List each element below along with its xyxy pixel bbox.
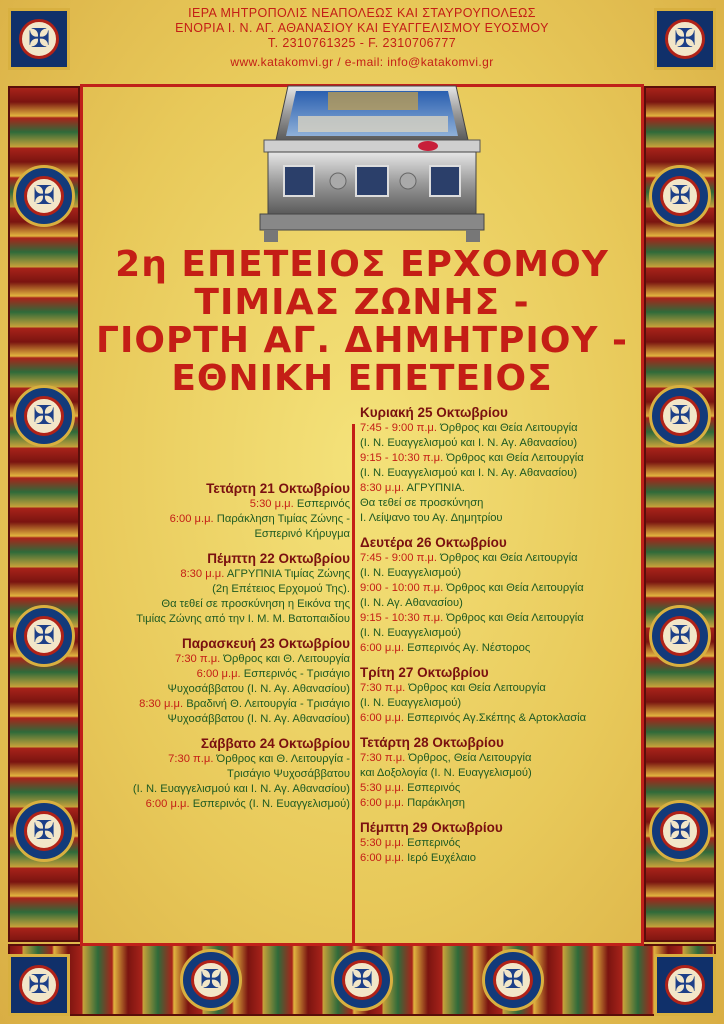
service-line (96, 582, 350, 597)
service-line (360, 641, 642, 656)
service-description: Βραδινή Θ. Λειτουργία - Τρισάγιο (186, 698, 350, 710)
service-line (96, 612, 350, 627)
event-title (86, 246, 638, 398)
service-time: 5:30 μ.μ. (360, 837, 404, 849)
service-description: (Ι. Ν. Ευαγγελισμού) (360, 697, 462, 709)
service-entry (360, 611, 642, 641)
service-description: Εσπερινός - Τρισάγιο (243, 668, 350, 680)
cross-medallion-icon: ✠ (13, 605, 75, 667)
service-description: Εσπερινός (407, 782, 461, 794)
service-entry (360, 681, 642, 711)
service-line (360, 566, 642, 581)
service-description: Όρθρος και Θεία Λειτουργία (446, 452, 584, 464)
service-entry (360, 751, 642, 781)
title-line: ΓΙΟΡΤΗ ΑΓ. ΔΗΜΗΤΡΙΟΥ - (96, 320, 628, 361)
service-description: Θα τεθεί σε προσκύνηση (360, 497, 484, 509)
service-line (360, 766, 642, 781)
service-description: Όρθρος και Θεία Λειτουργία (440, 552, 578, 564)
cross-medallion-icon: ✠ (649, 605, 711, 667)
service-line (96, 782, 350, 797)
service-description: Εσπερινός (Ι. Ν. Ευαγγελισμού) (192, 798, 350, 810)
service-description: (Ι. Ν. Ευαγγελισμού) (360, 627, 462, 639)
day-heading: Τετάρτη 21 Οκτωβρίου (206, 481, 350, 496)
service-entry (96, 652, 350, 667)
service-description: Εσπερινός (296, 498, 350, 510)
service-description: (Ι. Ν. Ευαγγελισμού και Ι. Ν. Αγ. Αθανασίου) (360, 467, 578, 479)
service-description: Εσπερινό Κήρυγμα (254, 528, 350, 540)
service-description: και Δοξολογία (Ι. Ν. Ευαγγελισμού) (360, 767, 532, 779)
service-time: 7:30 π.μ. (360, 682, 406, 694)
service-line (360, 551, 642, 566)
service-entry (360, 481, 642, 526)
schedule-day (96, 550, 350, 627)
service-description: Τρισάγιο Ψυχοσάββατου (226, 768, 350, 780)
service-line (360, 496, 642, 511)
service-line (360, 596, 642, 611)
service-line (360, 626, 642, 641)
service-time: 8:30 μ.μ. (139, 698, 184, 710)
metropolis-name: ΙΕΡΑ ΜΗΤΡΟΠΟΛΙΣ ΝΕΑΠΟΛΕΩΣ ΚΑΙ ΣΤΑΥΡΟΥΠΟΛΕΩΣ (188, 6, 536, 20)
service-line (96, 797, 350, 812)
service-description: (Ι. Ν. Ευαγγελισμού και Ι. Ν. Αγ. Αθανασίου) (360, 437, 578, 449)
service-time: 9:15 - 10:30 π.μ. (360, 452, 444, 464)
service-line (360, 781, 642, 796)
schedule-left-column (96, 480, 350, 820)
service-time: 7:45 - 9:00 π.μ. (360, 552, 437, 564)
service-entry (360, 781, 642, 796)
service-time: 9:15 - 10:30 π.μ. (360, 612, 444, 624)
service-line (360, 466, 642, 481)
service-time: 6:00 μ.μ. (360, 712, 404, 724)
cross-medallion-icon: ✠ (13, 800, 75, 862)
service-line (360, 851, 642, 866)
service-line (360, 611, 642, 626)
cross-medallion-icon: ✠ (654, 954, 716, 1016)
schedule-day (96, 635, 350, 727)
day-heading: Πέμπτη 29 Οκτωβρίου (360, 820, 503, 835)
service-line (360, 451, 642, 466)
service-line (96, 652, 350, 667)
service-description: (Ι. Ν. Ευαγγελισμού) (360, 567, 462, 579)
service-line (360, 681, 642, 696)
schedule-day (360, 534, 642, 656)
service-entry (360, 796, 642, 811)
schedule-right-column (360, 404, 642, 874)
service-description: Τιμίας Ζώνης από την Ι. Μ. Μ. Βατοπαιδίου (136, 613, 350, 625)
service-description: (2η Επέτειος Ερχομού Της). (212, 583, 350, 595)
service-line (360, 421, 642, 436)
service-time: 6:00 μ.μ. (360, 852, 404, 864)
service-entry (96, 697, 350, 727)
service-time: 8:30 μ.μ. (360, 482, 404, 494)
service-line (96, 597, 350, 612)
service-line (96, 712, 350, 727)
service-time: 5:30 μ.μ. (360, 782, 404, 794)
cross-medallion-icon: ✠ (331, 949, 393, 1011)
service-description: Όρθρος και Θεία Λειτουργία (446, 582, 584, 594)
service-description: ΑΓΡΥΠΝΙΑ. (406, 482, 465, 494)
service-line (96, 567, 350, 582)
cross-medallion-icon: ✠ (649, 800, 711, 862)
service-entry (360, 851, 642, 866)
service-description: Όρθρος και Θεία Λειτουργία (446, 612, 584, 624)
service-line (96, 667, 350, 682)
day-heading: Πέμπτη 22 Οκτωβρίου (207, 551, 350, 566)
schedule-day (96, 480, 350, 542)
service-description: Όρθρος και Θ. Λειτουργία - (216, 753, 350, 765)
service-entry (96, 512, 350, 542)
service-time: 7:30 π.μ. (168, 753, 214, 765)
schedule-day (360, 404, 642, 526)
service-description: Θα τεθεί σε προσκύνηση η Εικόνα της (161, 598, 350, 610)
service-line (360, 481, 642, 496)
service-description: (Ι. Ν. Αγ. Αθανασίου) (360, 597, 463, 609)
cross-medallion-icon: ✠ (180, 949, 242, 1011)
day-heading: Δευτέρα 26 Οκτωβρίου (360, 535, 507, 550)
service-time: 6:00 μ.μ. (196, 668, 241, 680)
parish-header (90, 6, 634, 70)
schedule-day (360, 819, 642, 866)
service-entry (96, 752, 350, 797)
service-time: 8:30 μ.μ. (180, 568, 225, 580)
schedule-day (360, 664, 642, 726)
service-line (360, 696, 642, 711)
cross-medallion-icon: ✠ (8, 954, 70, 1016)
service-description: Όρθρος, Θεία Λειτουργία (408, 752, 532, 764)
schedule-day (96, 735, 350, 812)
service-description: Παράκληση Τιμίας Ζώνης - (216, 513, 350, 525)
service-description: Ψυχοσάββατου (Ι. Ν. Αγ. Αθανασίου) (167, 683, 350, 695)
service-entry (360, 641, 642, 656)
service-entry (360, 421, 642, 451)
service-time: 6:00 μ.μ. (169, 513, 214, 525)
service-time: 7:30 π.μ. (175, 653, 221, 665)
day-heading: Τετάρτη 28 Οκτωβρίου (360, 735, 504, 750)
service-description: Ι. Λείψανο του Αγ. Δημητρίου (360, 512, 503, 524)
day-heading: Τρίτη 27 Οκτωβρίου (360, 665, 489, 680)
service-time: 7:30 π.μ. (360, 752, 406, 764)
service-entry (96, 667, 350, 697)
service-time: 9:00 - 10:00 π.μ. (360, 582, 444, 594)
service-line (360, 836, 642, 851)
title-line: ΤΙΜΙΑΣ ΖΩΝΗΣ - (194, 282, 530, 323)
service-entry (360, 711, 642, 726)
service-line (96, 527, 350, 542)
service-time: 6:00 μ.μ. (360, 797, 404, 809)
service-line (360, 511, 642, 526)
service-line (360, 796, 642, 811)
phone-fax: Τ. 2310761325 - F. 2310706777 (267, 36, 457, 50)
service-description: Εσπερινός Αγ. Νέστορος (407, 642, 531, 654)
service-line (360, 751, 642, 766)
cross-medallion-icon: ✠ (649, 385, 711, 447)
column-divider (352, 424, 355, 944)
service-entry (96, 567, 350, 627)
cross-medallion-icon: ✠ (13, 385, 75, 447)
cross-medallion-icon: ✠ (482, 949, 544, 1011)
service-entry (360, 451, 642, 481)
service-line (96, 697, 350, 712)
website-email: www.katakomvi.gr / e-mail: info@katakomvi.gr (230, 55, 494, 69)
schedule-day (360, 734, 642, 811)
service-line (96, 752, 350, 767)
cross-medallion-icon: ✠ (8, 8, 70, 70)
service-entry (96, 797, 350, 812)
service-description: (Ι. Ν. Ευαγγελισμού και Ι. Ν. Αγ. Αθανασίου) (132, 783, 350, 795)
service-description: Εσπερινός Αγ.Σκέπης & Αρτοκλασία (407, 712, 587, 724)
service-line (360, 711, 642, 726)
service-description: Όρθρος και Θ. Λειτουργία (223, 653, 350, 665)
service-time: 5:30 μ.μ. (249, 498, 294, 510)
day-heading: Παρασκευή 23 Οκτωβρίου (181, 636, 350, 651)
service-description: Ιερό Ευχέλαιο (407, 852, 476, 864)
cross-medallion-icon: ✠ (649, 165, 711, 227)
service-entry (360, 551, 642, 581)
service-entry (360, 836, 642, 851)
service-line (360, 436, 642, 451)
service-time: 7:45 - 9:00 π.μ. (360, 422, 437, 434)
reliquary-image (258, 82, 486, 244)
service-description: Εσπερινός (407, 837, 461, 849)
service-line (96, 497, 350, 512)
service-description: Ψυχοσάββατου (Ι. Ν. Αγ. Αθανασίου) (167, 713, 350, 725)
cross-medallion-icon: ✠ (13, 165, 75, 227)
service-entry (360, 581, 642, 611)
service-time: 6:00 μ.μ. (360, 642, 404, 654)
title-line: 2η ΕΠΕΤΕΙΟΣ ΕΡΧΟΜΟΥ (115, 244, 609, 285)
service-line (96, 682, 350, 697)
service-line (96, 512, 350, 527)
service-description: Όρθρος και Θεία Λειτουργία (408, 682, 546, 694)
service-line (360, 581, 642, 596)
service-entry (96, 497, 350, 512)
service-description: Όρθρος και Θεία Λειτουργία (440, 422, 578, 434)
day-heading: Κυριακή 25 Οκτωβρίου (360, 405, 508, 420)
cross-medallion-icon: ✠ (654, 8, 716, 70)
parish-name: ΕΝΟΡΙΑ Ι. Ν. ΑΓ. ΑΘΑΝΑΣΙΟΥ ΚΑΙ ΕΥΑΓΓΕΛΙΣΜΟΥ ΕΥΟΣΜΟΥ (175, 21, 549, 35)
service-line (96, 767, 350, 782)
service-time: 6:00 μ.μ. (145, 798, 190, 810)
title-line: ΕΘΝΙΚΗ ΕΠΕΤΕΙΟΣ (171, 358, 553, 399)
day-heading: Σάββατο 24 Οκτωβρίου (200, 736, 350, 751)
service-description: Παράκληση (407, 797, 466, 809)
service-description: ΑΓΡΥΠΝΙΑ Τιμίας Ζώνης (226, 568, 350, 580)
